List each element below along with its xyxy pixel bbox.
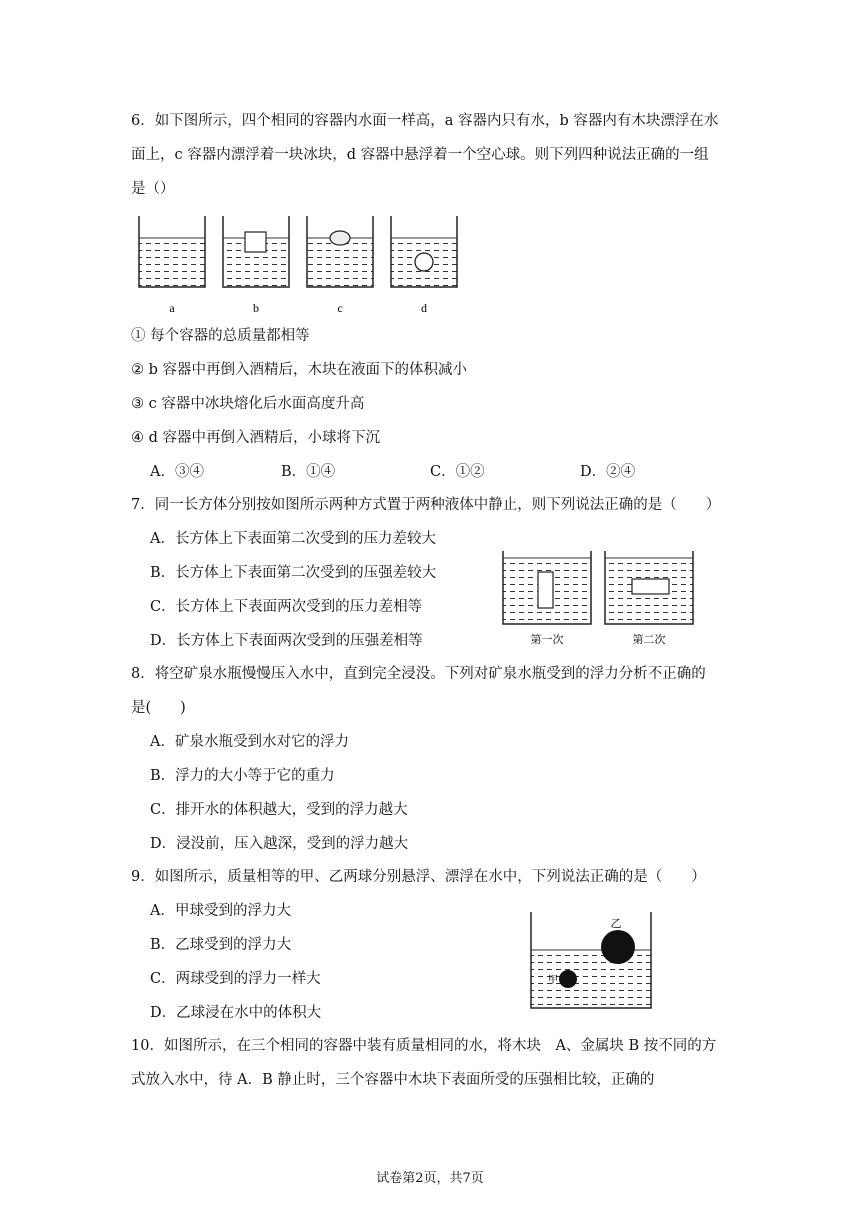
label-b: b (253, 301, 259, 315)
q9-option-d[interactable]: D．乙球浸在水中的体积大 (150, 1005, 322, 1021)
page-footer: 试卷第2页，共7页 (376, 1171, 484, 1186)
q9-option-a[interactable]: A．甲球受到的浮力大 (150, 903, 291, 919)
q10-stem-line1: 10．如图所示，在三个相同的容器中装有质量相同的水，将木块 A、金属块 B 按不同的方 (131, 1038, 717, 1054)
q6-statement-4: ④ d 容器中再倒入酒精后，小球将下沉 (131, 430, 380, 446)
container-b (223, 216, 289, 287)
label-jia: 甲 (548, 975, 558, 986)
label-d: d (421, 301, 427, 315)
q8-option-b[interactable]: B．浮力的大小等于它的重力 (150, 768, 335, 784)
q9-stem: 9．如图所示，质量相等的甲、乙两球分别悬浮、漂浮在水中，下列说法正确的是（ ） (131, 869, 706, 885)
container-c (307, 216, 373, 287)
q8-option-d[interactable]: D．浸没前，压入越深，受到的浮力越大 (150, 836, 409, 852)
q6-option-d[interactable]: D．②④ (580, 464, 636, 480)
label-yi: 乙 (610, 917, 622, 930)
ice-block (330, 231, 350, 245)
q6-option-a[interactable]: A．③④ (150, 464, 204, 480)
q8-stem-line1: 8．将空矿泉水瓶慢慢压入水中，直到完全浸没。下列对矿泉水瓶受到的浮力分析不正确的 (131, 666, 706, 682)
q6-containers-figure (136, 212, 466, 318)
q8-stem-line2: 是( ) (131, 700, 186, 716)
q6-stem-line3: 是（） (131, 181, 175, 197)
label-a: a (169, 301, 175, 315)
ball-jia (559, 970, 577, 988)
q6-option-b[interactable]: B．①④ (281, 464, 336, 480)
ball-yi (601, 930, 635, 964)
container-a (139, 216, 205, 287)
q8-option-a[interactable]: A．矿泉水瓶受到水对它的浮力 (150, 734, 349, 750)
q6-stem-line2: 面上，c 容器内漂浮着一块冰块，d 容器中悬浮着一个空心球。则下列四种说法正确的一组 (131, 147, 709, 163)
q10-stem-line2: 式放入水中，待 A．B 静止时，三个容器中木块下表面所受的压强相比较，正确的 (131, 1072, 655, 1088)
q8-option-c[interactable]: C．排开水的体积越大，受到的浮力越大 (150, 802, 408, 818)
prism-flat (632, 579, 669, 594)
q6-statement-2: ② b 容器中再倒入酒精后，木块在液面下的体积减小 (131, 362, 467, 378)
q7-option-b[interactable]: B．长方体上下表面第二次受到的压强差较大 (150, 565, 437, 581)
q7-option-a[interactable]: A．长方体上下表面第二次受到的压力差较大 (150, 531, 436, 547)
q9-option-c[interactable]: C．两球受到的浮力一样大 (150, 971, 321, 987)
label-c: c (337, 301, 343, 315)
container-d (391, 216, 457, 287)
q9-balls-figure (528, 910, 656, 1014)
hollow-ball (415, 253, 433, 271)
q7-container-first (503, 551, 591, 624)
q7-option-c[interactable]: C．长方体上下表面两次受到的压力差相等 (150, 599, 423, 615)
q6-option-c[interactable]: C．①② (430, 464, 485, 480)
q6-statement-3: ③ c 容器中冰块熔化后水面高度升高 (131, 396, 365, 412)
label-first: 第一次 (530, 633, 564, 646)
prism-upright (538, 572, 553, 608)
wood-block (245, 232, 266, 252)
q9-option-b[interactable]: B．乙球受到的浮力大 (150, 937, 292, 953)
q7-prism-figure (500, 546, 700, 650)
label-second: 第二次 (632, 633, 666, 646)
q7-option-d[interactable]: D．长方体上下表面两次受到的压强差相等 (150, 633, 423, 649)
q7-stem: 7．同一长方体分别按如图所示两种方式置于两种液体中静止，则下列说法正确的是（ ） (131, 497, 721, 513)
q6-statement-1: ① 每个容器的总质量都相等 (131, 328, 310, 344)
q6-stem-line1: 6．如下图所示，四个相同的容器内水面一样高，a 容器内只有水，b 容器内有木块漂浮在水 (131, 113, 719, 129)
q7-container-second (605, 551, 693, 624)
